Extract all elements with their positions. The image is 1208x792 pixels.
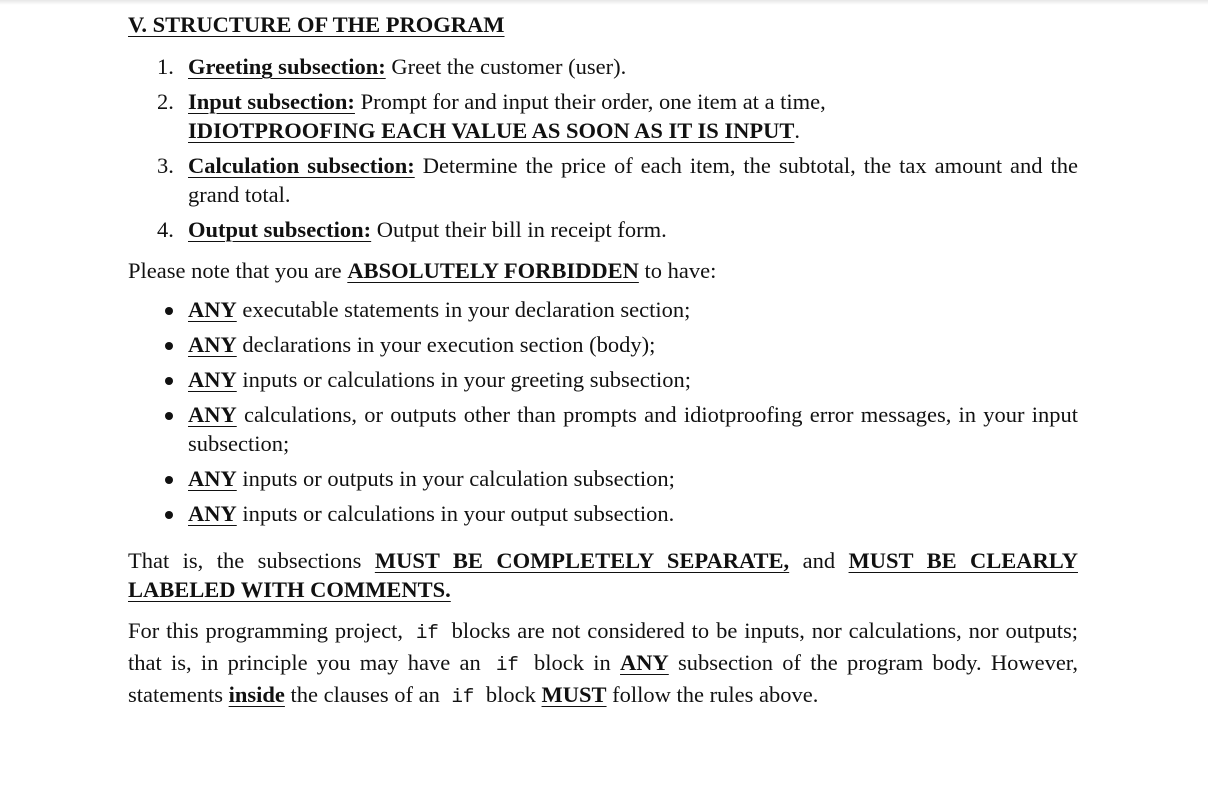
if-text-6: block: [485, 682, 542, 707]
if-text-1: For this programming project,: [128, 618, 404, 643]
rule-text: executable statements in your declaration section;: [236, 297, 691, 322]
separation-paragraph: [128, 546, 1078, 604]
step-calculation: [128, 151, 1078, 209]
step-label: Output subsection:: [188, 217, 372, 242]
note-after: to have:: [638, 258, 717, 283]
document-page: [128, 10, 1078, 712]
rule-item: [128, 400, 1078, 458]
rule-emphasis: ANY: [188, 501, 237, 526]
bullet-icon: [165, 412, 173, 420]
separation-emphasis-2: MUST BE CLEARLY LABELED WITH COMMENTS.: [128, 548, 1078, 602]
bullet-icon: [165, 307, 173, 315]
rule-item: [128, 464, 1078, 493]
section-heading: V. STRUCTURE OF THE PROGRAM: [128, 12, 505, 37]
note-emphasis: ABSOLUTELY FORBIDDEN: [347, 258, 639, 283]
step-label: Greeting subsection:: [188, 54, 386, 79]
if-emphasis-must: MUST: [541, 682, 607, 707]
note-before: Please note that you are: [128, 258, 348, 283]
step-tail: .: [794, 118, 801, 143]
bullet-icon: [165, 511, 173, 519]
if-emphasis-any: ANY: [620, 650, 669, 675]
rule-item: [128, 330, 1078, 359]
step-label: Calculation subsection:: [188, 153, 415, 178]
page-top-shadow: [0, 0, 1208, 5]
if-text-5: the clauses of an: [284, 682, 440, 707]
step-number: 2.: [157, 89, 174, 114]
if-keyword: if: [415, 622, 439, 644]
if-keyword: if: [495, 654, 519, 676]
if-emphasis-inside: inside: [228, 682, 285, 707]
rule-text: declarations in your execution section (body);: [236, 332, 656, 357]
rule-emphasis: ANY: [188, 466, 237, 491]
step-emphasis: IDIOTPROOFING EACH VALUE AS SOON AS IT IS INPUT: [188, 118, 795, 143]
structure-steps-list: [128, 52, 1078, 244]
if-text-2: blocks are not considered to be inputs, nor calculations, nor outputs; that is, in principle you may have an: [128, 618, 1079, 675]
rule-item: [128, 295, 1078, 324]
rule-emphasis: ANY: [188, 402, 237, 427]
bullet-icon: [165, 342, 173, 350]
separation-before: That is, the subsections: [128, 548, 375, 573]
rule-item: [128, 499, 1078, 528]
separation-middle: and: [789, 548, 849, 573]
rule-emphasis: ANY: [188, 367, 237, 392]
if-block-paragraph: [128, 616, 1078, 712]
separation-emphasis-1: MUST BE COMPLETELY SEPARATE,: [374, 548, 790, 573]
forbidden-note: [128, 256, 1078, 285]
step-label: Input subsection:: [188, 89, 355, 114]
if-text-3: block in: [534, 650, 621, 675]
step-text: Output their bill in receipt form.: [371, 217, 667, 242]
rule-emphasis: ANY: [188, 297, 237, 322]
bullet-icon: [165, 476, 173, 484]
rule-item: [128, 365, 1078, 394]
step-greeting: [128, 52, 1078, 81]
if-text-7: follow the rules above.: [606, 682, 819, 707]
step-number: 1.: [157, 54, 174, 79]
step-number: 4.: [157, 217, 174, 242]
step-output: [128, 215, 1078, 244]
rule-emphasis: ANY: [188, 332, 237, 357]
if-text-4: subsection of the program body. However, statements: [128, 650, 1079, 707]
rule-text: calculations, or outputs other than prompts and idiotproofing error messages, in your input subsection;: [188, 402, 1078, 456]
forbidden-rules-list: [128, 295, 1078, 528]
bullet-icon: [165, 377, 173, 385]
step-input: [128, 87, 1078, 145]
rule-text: inputs or calculations in your greeting subsection;: [236, 367, 692, 392]
rule-text: inputs or outputs in your calculation subsection;: [236, 466, 675, 491]
step-text: Determine the price of each item, the subtotal, the tax amount and the grand total.: [188, 153, 1078, 207]
step-text: Greet the customer (user).: [385, 54, 627, 79]
rule-text: inputs or calculations in your output subsection.: [236, 501, 675, 526]
step-number: 3.: [157, 153, 174, 178]
step-text: Prompt for and input their order, one item at a time,: [354, 89, 826, 114]
if-keyword: if: [451, 686, 475, 708]
